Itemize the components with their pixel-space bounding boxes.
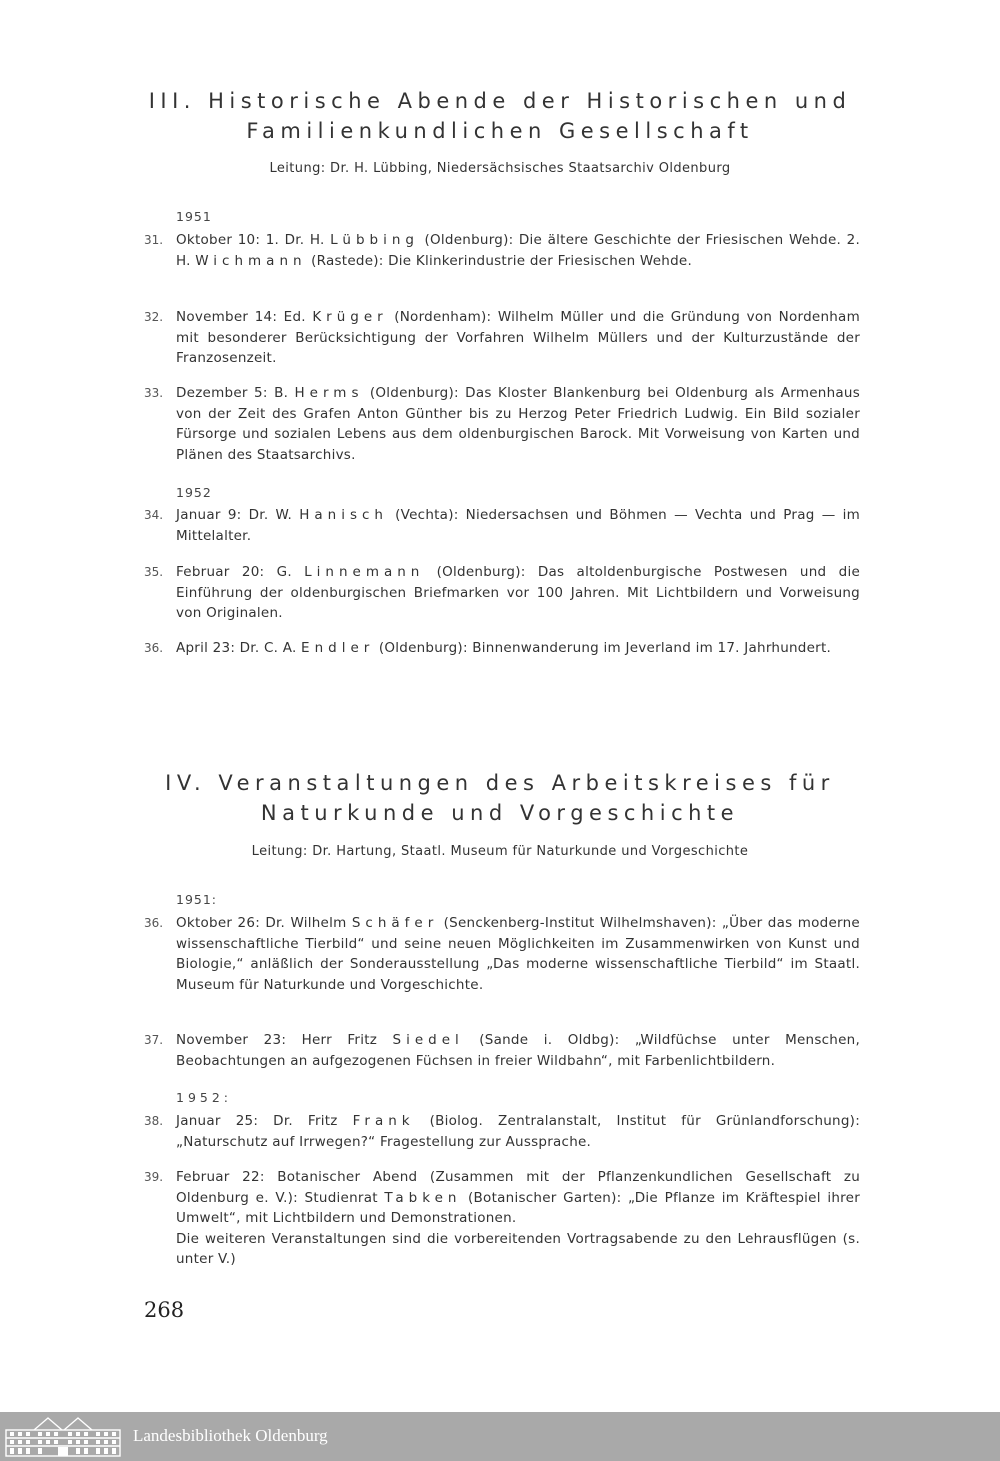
entry-text: Januar 25: Dr. Fritz Frank (Biolog. Zentralanstalt, Institut für Grünlandforschung): „Naturschutz auf Irrwegen?“ Fragestellung zur Aussprache. [176,1113,860,1150]
person-name: Krüger [312,309,388,325]
section-3-entry-36 [144,638,860,659]
section-3-year-1951: 1951 [176,209,212,224]
person-name: Linnemann [304,564,425,580]
entry-text: Oktober 26: Dr. Wilhelm Schäfer (Senckenberg-Institut Wilhelmshaven): „Über das moderne wissenschaftliche Tierbild“ und seine neuen Möglichkeiten im Zusammenwirken von Kunst und Biologie,“ anläßlich der Sonderausstellung „Das moderne wissenschaftliche Tierbild“ im Staatl. Museum für Naturkunde und Vorgeschichte. [176,915,860,993]
section-3-heading-line-2: Familienkundlichen Gesellschaft [246,119,754,143]
person-name: Hanisch [299,507,388,523]
section-3-entry-33 [144,383,860,465]
entry-text: Januar 9: Dr. W. Hanisch (Vechta): Niedersachsen und Böhmen — Vechta und Prag — im Mittelalter. [176,507,860,544]
entry-text: April 23: Dr. C. A. Endler (Oldenburg): Binnenwanderung im Jeverland im 17. Jahrhundert. [176,640,832,656]
entry-text: November 14: Ed. Krüger (Nordenham): Wilhelm Müller und die Gründung von Nordenham mit besonderer Berücksichtigung der Vorfahren Wilhelm Müllers und der Kulturzustände der Franzosenzeit. [176,309,860,366]
entry-number: 32. [144,310,164,324]
section-3-entry-35 [144,562,860,624]
entry-number: 39. [144,1170,164,1184]
section-3-entry-31 [144,230,860,271]
entry-text: Februar 20: G. Linnemann (Oldenburg): Das altoldenburgische Postwesen und die Einführung der oldenburgischen Briefmarken vor 100 Jahren. Mit Lichtbildern und Vorweisung von Originalen. [176,564,860,621]
section-3-heading [120,86,880,146]
entry-text: Dezember 5: B. Herms (Oldenburg): Das Kloster Blankenburg bei Oldenburg als Armenhaus von der Zeit des Grafen Anton Günther bis zu Herzog Peter Friedrich Ludwig. Ein Bild sozialer Fürsorge und sozialen Lebens aus dem oldenburgischen Barock. Mit Vorweisung von Karten und Plänen des Staatsarchivs. [176,385,861,463]
section-4-entry-38 [144,1111,860,1152]
person-name: Siedel [392,1032,464,1048]
section-4-entry-37 [144,1030,860,1071]
section-3-entry-34 [144,505,860,546]
entry-text: Oktober 10: 1. Dr. H. Lübbing (Oldenburg): Die ältere Geschichte der Friesischen Wehde. 2. H. Wichmann (Rastede): Die Klinkerindustrie der Friesischen Wehde. [176,232,860,269]
entry-number: 33. [144,386,164,400]
person-name: Lübbing [330,232,419,248]
section-4-subtitle: Leitung: Dr. Hartung, Staatl. Museum für Naturkunde und Vorgeschichte [251,844,749,859]
section-4-heading-line-1: IV. Veranstaltungen des Arbeitskreises für [165,771,835,795]
person-name: Endler [301,640,375,656]
section-3-subtitle: Leitung: Dr. H. Lübbing, Niedersächsisches Staatsarchiv Oldenburg [269,161,731,176]
page-number: 268 [144,1298,185,1322]
section-4-year-1952: 1952: [176,1090,233,1105]
section-3-year-1952: 1952 [176,485,212,500]
entry-number: 36. [144,916,164,930]
person-name: Herms [294,385,364,401]
section-3-heading-line-1: III. Historische Abende der Historischen und [148,89,852,113]
entry-text: November 23: Herr Fritz Siedel (Sande i. Oldbg): „Wildfüchse unter Menschen, Beobachtungen an aufgezogenen Füchsen in freier Wildbahn“, mit Farbenlichtbildern. [176,1032,861,1069]
entry-number: 37. [144,1033,164,1047]
entry-number: 38. [144,1114,164,1128]
entry-number: 31. [144,233,164,247]
person-name: Schäfer [351,915,439,931]
entry-text: Februar 22: Botanischer Abend (Zusammen mit der Pflanzenkundlichen Gesellschaft zu Oldenburg e. V.): Studienrat Tabken (Botanischer Garten): „Die Pflanze im Kräftespiel ihrer Umwelt“, mit Lichtbildern und Demonstrationen. [176,1169,860,1226]
library-building-icon [4,1414,122,1458]
section-4-heading [120,768,880,828]
person-name: Frank [352,1113,415,1129]
section-4-entry-36 [144,913,860,995]
library-footer-bar [0,1412,1000,1461]
person-name: Tabken [384,1189,462,1206]
closing-note: Die weiteren Veranstaltungen sind die vorbereitenden Vortragsabende zu den Lehrausflügen (s. unter V.) [176,1230,860,1267]
section-4-heading-line-2: Naturkunde und Vorgeschichte [260,801,740,825]
section-3-entry-32 [144,307,860,369]
library-name: Landesbibliothek Oldenburg [133,1426,328,1445]
entry-number: 35. [144,565,164,579]
person-name: Wichmann [195,252,307,269]
entry-number: 36. [144,641,164,655]
section-4-year-1951: 1951: [176,892,218,907]
entry-number: 34. [144,508,164,522]
section-4-entry-39 [144,1167,860,1270]
